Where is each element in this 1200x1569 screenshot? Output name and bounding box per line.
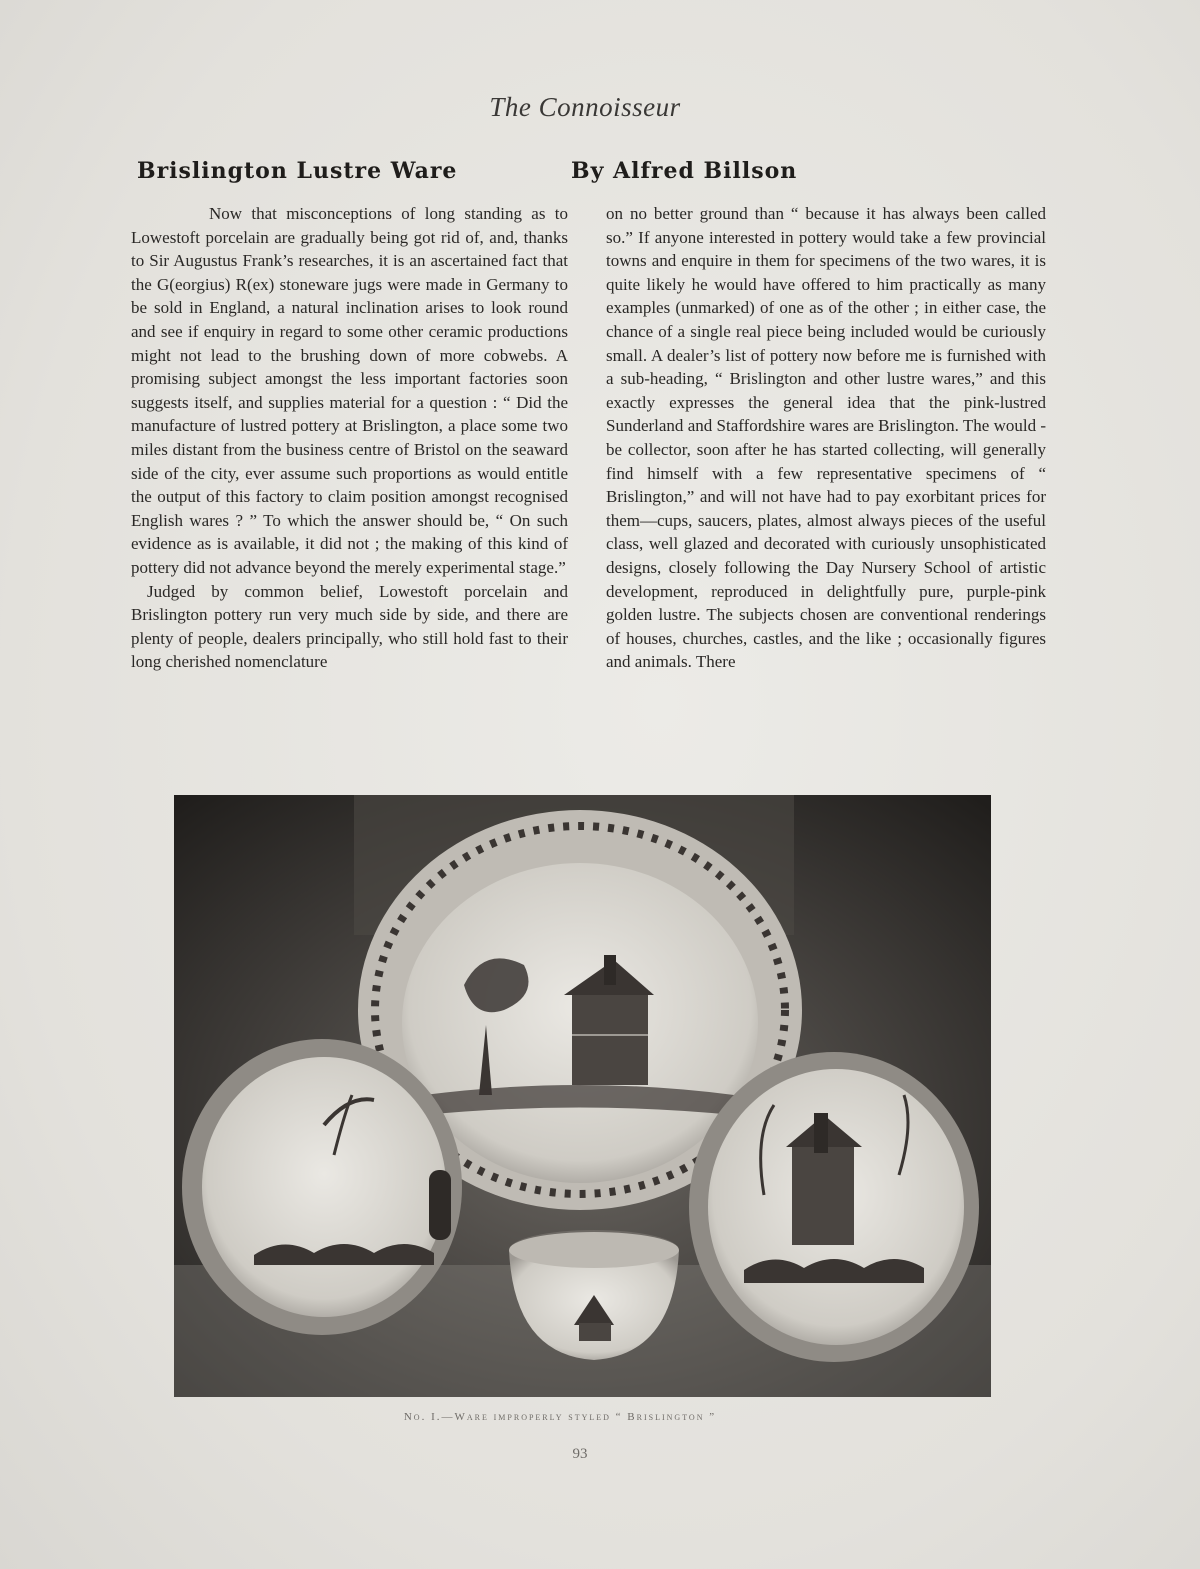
- left-plate: [182, 1039, 462, 1335]
- paragraph: Now that misconceptions of long standing as to Lowestoft porcelain are gradually being got rid of, and, thanks to Sir Augustus Frank’s researches, it is an ascertained fact that the G(eorgius) R(ex) stoneware jugs were made in Germany to be sold in England, a natural inclination arises to look round and see if enquiry in regard to some other ceramic productions might not lead to the brushing down of more cobwebs. A promising subject amongst the less important factories soon suggests itself, and supplies material for a question : “ Did the manufacture of lustred pottery at Brislington, a place some two miles distant from the business centre of Bristol on the seaward side of the city, ever assume such proportions as would entitle the output of this factory to claim position amongst recognised English wares ? ” To which the answer should be, “ On such evidence as is available, it did not ; the making of this kind of pottery did not advance beyond the merely experimental stage.”: [131, 204, 568, 577]
- figure-caption: No. I.—Ware improperly styled “ Brislington ”: [403, 1411, 717, 1423]
- paragraph: on no better ground than “ because it has always been called so.” If anyone interested in pottery would take a few provincial towns and enquire in them for specimens of the two wares, it is quite likely he would have offered to him practically as many examples (unmarked) of one as of the other ; in either case, the chance of a single real piece being included would be curiously small. A dealer’s list of pottery now before me is furnished with a sub-heading, “ Brislington and other lustre wares,” and this exactly expresses the general idea that the pink-lustred Sunderland and Staffordshire wares are Brislington. The would - be collector, soon after he has started collecting, will generally find himself with a few representative specimens of “ Brislington,” and will not have had to pay exorbitant prices for them—cups, saucers, plates, almost always pieces of the useful class, well glazed and decorated with curiously unsophisticated designs, closely following the Day Nursery School of artistic development, reproduced in delightfully pure, purple-pink golden lustre. The subjects chosen are conventional renderings of houses, churches, castles, and the like ; occasionally figures and animals. There: [606, 204, 1046, 672]
- photograph-lustre-ware: [174, 795, 991, 1397]
- photo-illustration: [174, 795, 991, 1397]
- article-byline: By Alfred Billson: [571, 158, 798, 184]
- text-column-right: [606, 202, 1046, 674]
- right-plate: [689, 1052, 979, 1362]
- text-column-left: [131, 202, 568, 674]
- page-number: 93: [572, 1446, 588, 1462]
- running-head: The Connoisseur: [489, 92, 681, 122]
- article-title: Brislington Lustre Ware: [137, 158, 458, 184]
- paragraph: Judged by common belief, Lowestoft porcelain and Brislington pottery run very much side by side, and there are plenty of people, dealers principally, who still hold fast to their long cherished nomenclature: [131, 581, 568, 672]
